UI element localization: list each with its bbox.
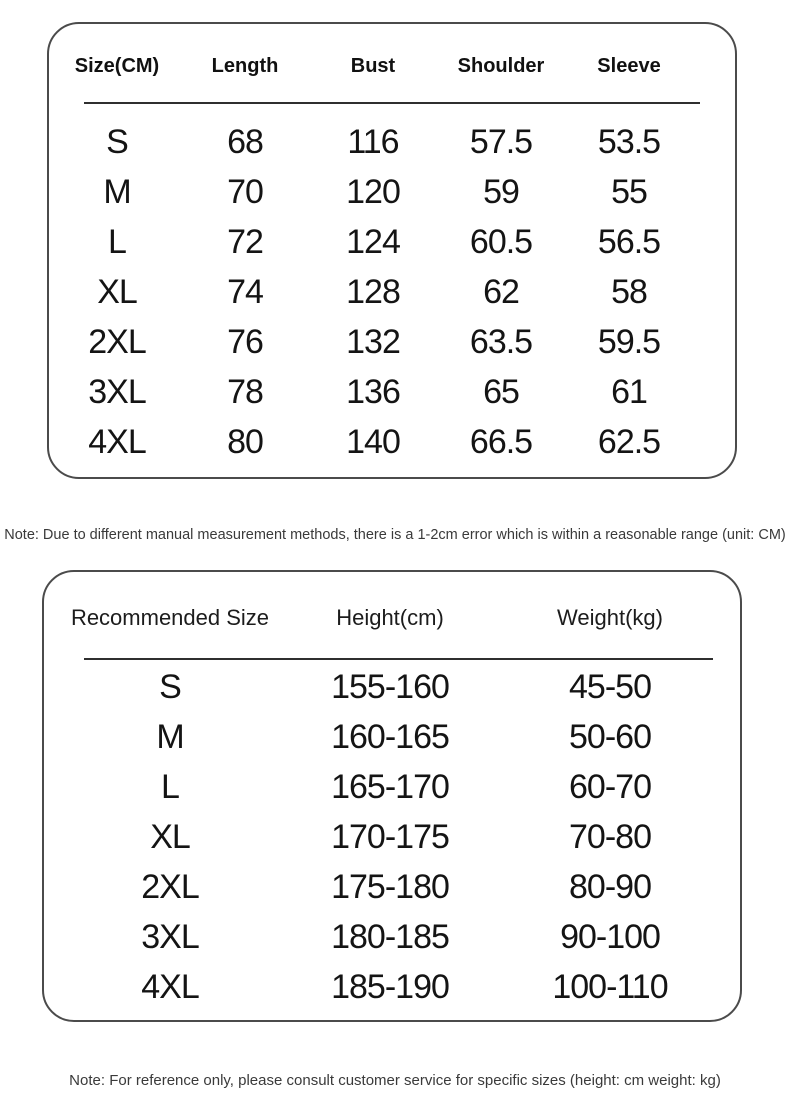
table-row	[44, 812, 740, 862]
column-header-height: Height(cm)	[336, 605, 444, 630]
cell-length: 76	[227, 323, 263, 361]
header-divider	[84, 102, 700, 104]
cell-sleeve: 58	[611, 273, 647, 311]
cell-bust: 124	[346, 223, 400, 261]
cell-size: XL	[97, 273, 137, 311]
measurement-table-card	[47, 22, 737, 479]
table-row	[49, 117, 735, 167]
column-header-shoulder: Shoulder	[457, 54, 545, 77]
cell-length: 68	[227, 123, 263, 161]
cell-size: L	[161, 768, 179, 806]
recommendation-table-header-row	[44, 572, 740, 658]
cell-height: 155-160	[331, 668, 449, 706]
cell-height: 170-175	[331, 818, 449, 856]
cell-height: 175-180	[331, 868, 449, 906]
cell-bust: 128	[346, 273, 400, 311]
cell-shoulder: 63.5	[469, 323, 533, 361]
cell-sleeve: 61	[611, 373, 647, 411]
cell-length: 80	[227, 423, 263, 461]
table-row	[49, 417, 735, 467]
cell-height: 180-185	[331, 918, 449, 956]
cell-size: 2XL	[141, 868, 199, 906]
column-header-recommended-size: Recommended Size	[70, 605, 270, 630]
cell-size: 2XL	[88, 323, 146, 361]
cell-bust: 132	[346, 323, 400, 361]
column-header-sleeve: Sleeve	[597, 54, 661, 77]
cell-shoulder: 62	[483, 273, 519, 311]
cell-bust: 116	[347, 123, 399, 161]
cell-shoulder: 66.5	[469, 423, 533, 461]
table-row	[44, 662, 740, 712]
column-header-weight: Weight(kg)	[557, 605, 663, 630]
table-row	[49, 217, 735, 267]
cell-sleeve: 62.5	[597, 423, 661, 461]
cell-shoulder: 60.5	[469, 223, 533, 261]
table-row	[49, 367, 735, 417]
cell-size: M	[156, 718, 184, 756]
cell-weight: 50-60	[569, 718, 651, 756]
cell-weight: 45-50	[569, 668, 651, 706]
cell-shoulder: 65	[483, 373, 519, 411]
table-row	[44, 862, 740, 912]
cell-height: 165-170	[331, 768, 449, 806]
cell-shoulder: 59	[483, 173, 519, 211]
table-row	[44, 912, 740, 962]
cell-weight: 90-100	[560, 918, 660, 956]
header-divider	[84, 658, 713, 660]
cell-length: 72	[227, 223, 263, 261]
column-header-length: Length	[211, 54, 279, 77]
cell-sleeve: 53.5	[597, 123, 661, 161]
cell-weight: 70-80	[569, 818, 651, 856]
cell-size: 3XL	[141, 918, 199, 956]
cell-bust: 140	[346, 423, 400, 461]
cell-bust: 120	[346, 173, 400, 211]
cell-height: 185-190	[331, 968, 449, 1006]
cell-sleeve: 56.5	[597, 223, 661, 261]
cell-weight: 60-70	[569, 768, 651, 806]
cell-size: XL	[150, 818, 190, 856]
cell-size: 3XL	[88, 373, 146, 411]
measurement-note: Note: Due to different manual measurement methods, there is a 1-2cm error which is within a reasonable range (unit: CM)	[4, 526, 786, 543]
cell-bust: 136	[346, 373, 400, 411]
cell-weight: 100-110	[552, 968, 668, 1006]
table-row	[49, 167, 735, 217]
cell-size: 4XL	[88, 423, 146, 461]
cell-weight: 80-90	[569, 868, 651, 906]
cell-sleeve: 59.5	[597, 323, 661, 361]
table-row	[44, 762, 740, 812]
cell-size: S	[106, 123, 128, 161]
recommendation-table-body	[44, 662, 740, 1012]
cell-length: 78	[227, 373, 263, 411]
table-row	[44, 712, 740, 762]
measurement-table-header-row	[49, 24, 735, 102]
recommendation-note: Note: For reference only, please consult customer service for specific sizes (height: cm weight: kg)	[69, 1072, 721, 1089]
cell-length: 74	[227, 273, 263, 311]
cell-length: 70	[227, 173, 263, 211]
cell-height: 160-165	[331, 718, 449, 756]
column-header-size: Size(CM)	[74, 54, 160, 77]
cell-size: 4XL	[141, 968, 199, 1006]
measurement-table-body	[49, 117, 735, 467]
cell-size: S	[159, 668, 181, 706]
cell-size: L	[108, 223, 126, 261]
table-row	[49, 267, 735, 317]
recommendation-table-card	[42, 570, 742, 1022]
column-header-bust: Bust	[350, 54, 396, 77]
table-row	[49, 317, 735, 367]
table-row	[44, 962, 740, 1012]
cell-size: M	[103, 173, 131, 211]
cell-shoulder: 57.5	[469, 123, 533, 161]
cell-sleeve: 55	[611, 173, 647, 211]
